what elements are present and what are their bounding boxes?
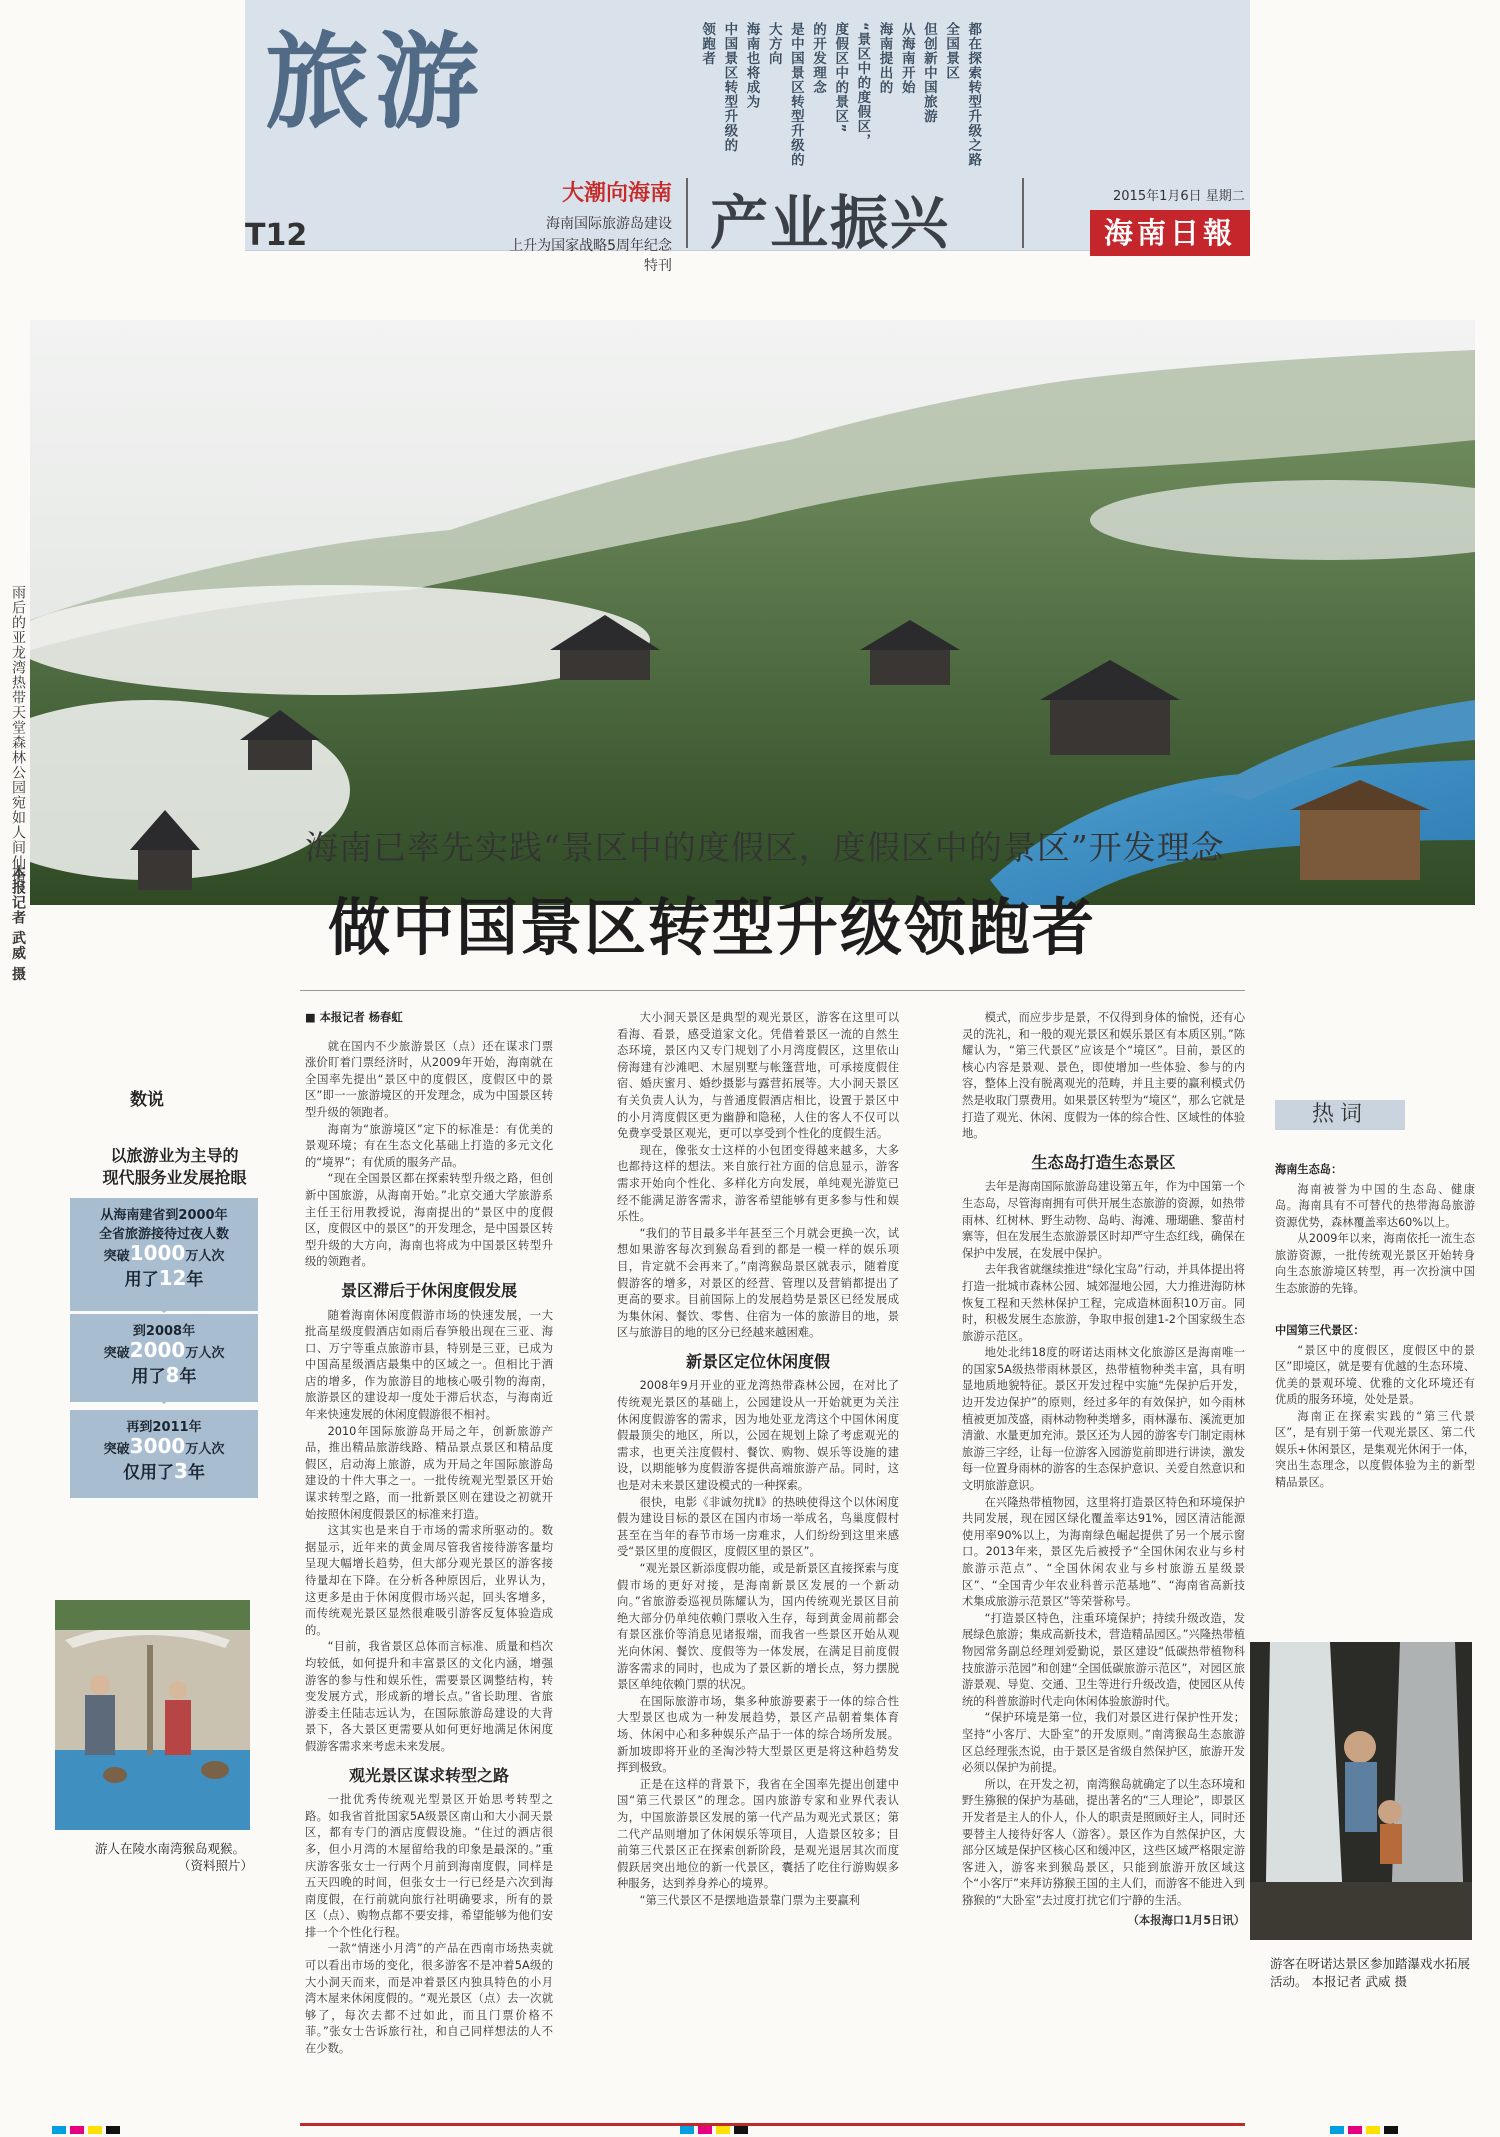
hotword-term: 中国第三代景区： — [1275, 1324, 1365, 1337]
paragraph: 随着海南休闲度假游市场的快速发展，一大批高星级度假酒店如雨后春笋般出现在三亚、海口、万宁等重点旅游市县，特别是三亚，已成为中国高星级酒店最集中的区域之一。但相比于酒店的增多，作为旅游目的地核心吸引物的海南，旅游景区的建设却一度处于滞后状态，与海南近年来快速发展的休闲度假游很不相衬。 — [305, 1308, 553, 1422]
stat-line: 从海南建省到2000年 — [100, 1208, 228, 1223]
newspaper-logo: 海南日報 — [1090, 210, 1250, 256]
stat-unit: 万人次 — [185, 1442, 225, 1457]
paragraph: 去年是海南国际旅游岛建设第五年，作为中国第一个生态岛，尽管海南拥有可供开展生态旅游的资源，如热带雨林、红树林、野生动物、岛屿、海滩、珊瑚礁、黎苗村寨等，但在发展生态旅游景区时却严守生态红线，确保在保护中发展，在发展中保护。 — [962, 1180, 1245, 1260]
print-mark — [70, 2126, 84, 2134]
intro-line: 是中国景区转型升级的 — [787, 22, 804, 167]
stat-years: 12 — [158, 1266, 187, 1290]
intro-line: 领跑者 — [699, 22, 716, 66]
paragraph: “我们的节目最多半年甚至三个月就会更换一次，试想如果游客每次到猴岛看到的都是一模一样的娱乐项目，肯定就不会再来了。”南湾猴岛景区就表示，随着度假游客的增多，对景区的经营、管理以及营销都提出了更高的要求。目前国际上的发展趋势是景区已经发展成为集休闲、餐饮、零售、住宿为一体的旅游目的地，景区与旅游目的地的区分已经越来越困难。 — [617, 1226, 899, 1340]
stat-unit: 年 — [179, 1367, 197, 1387]
stat-number: 1000 — [129, 1241, 186, 1265]
series-block — [504, 176, 672, 275]
paragraph: “打造景区特色，注重环境保护；持续升级改造，发展绿色旅游；集成高新技术，营造精品园区。”兴隆热带植物园常务副总经理刘爱勤说，景区建设“低碳热带植物科技旅游示范园”和创建“全国低碳旅游示范区”，对园区旅游景观、导览、交通、卫生等进行升级改造，使园区从传统的科普旅游时代走向休闲体验旅游时代。 — [962, 1611, 1245, 1708]
paragraph: 正是在这样的背景下，我省在全国率先提出创建中国“第三代景区”的理念。国内旅游专家和业界代表认为，中国旅游景区发展的第一代产品为观光式景区；第二代产品则增加了休闲娱乐等项目，人造景区较多；目前第三代景区正在探索创新阶段，是观光退居其次而度假跃居突出地位的新一代景区，囊括了吃住行游购娱多种服务，达到养身养心的境界。 — [617, 1777, 899, 1891]
sidebar-label-hotwords: 热词 — [1275, 1100, 1405, 1130]
photo-credit: 本报记者 武威 摄 — [10, 865, 26, 982]
paragraph: 去年我省就继续推进“绿化宝岛”行动，并具体提出将打造一批城市森林公园、城郊湿地公园，大力推进海防林恢复工程和天然林保护工程，完成造林面积10万亩。同时，积极发展生态旅游，争取申报创建1-2个国家级生态旅游示范区。 — [962, 1263, 1245, 1343]
paragraph: 2008年9月开业的亚龙湾热带森林公园，在对比了传统观光景区的基础上，公园建设从一开始就更为关注休闲度假游客的需求，因为地处亚龙湾这个中国休闲度假最顶尖的地区，所以，公园在规划上除了考虑观光的需求，也更关注度假村、餐饮、购物、娱乐等设施的建设，以期能够为度假游客提供高端旅游产品。同时，这也是对未来景区建设模式的一种探索。 — [617, 1379, 899, 1493]
stat-number: 3000 — [129, 1434, 186, 1458]
stat-label: 用了 — [131, 1367, 166, 1387]
arrow-down-icon — [152, 1303, 176, 1313]
paragraph: 模式，而应步步是景，不仅得到身体的愉悦，还有心灵的洗礼，和一般的观光景区和娱乐景区有本质区别。”陈耀认为，“第三代景区”应该是个“境区”。目前，景区的核心内容是景观、景色，即使增加一些体验、参与的内容，整体上没有脱离观光的范畴，并且主要的赢利模式仍然是收取门票费用。如果景区转型为“境区”，那么它就是打造了观光、休闲、度假为一体的综合性、区域性的体验地。 — [962, 1011, 1245, 1141]
paragraph: “保护环境是第一位，我们对景区进行保护性开发；坚持“小客厅、大卧室”的开发原则。”南湾猴岛生态旅游区总经理张杰说，由于景区是省级自然保护区，旅游开发必须以保护为前提。 — [962, 1711, 1245, 1775]
paragraph: 大小洞天景区是典型的观光景区，游客在这里可以看海、看景，感受道家文化。凭借着景区一流的自然生态环境，景区内又专门规划了小月湾度假区，这里依山傍海建有沙滩吧、木屋别墅与帐篷营地，可承接度假住宿、婚庆蜜月、婚纱摄影与露营拓展等。大小洞天景区有关负责人认为，与普通度假酒店相比，设置于景区中的小月湾度假区更为幽静和隐秘，人住的客人不仅可以免费享受景区观光，更可以享受到个性化的度假生活。 — [617, 1011, 899, 1141]
footer-rule — [300, 2123, 1245, 2126]
print-mark — [680, 2126, 694, 2134]
page-number: T12 — [245, 218, 308, 253]
dateline: （本报海口1月5日讯） — [1127, 1914, 1245, 1928]
article-column-1 — [305, 1010, 553, 2125]
stat-label: 仅用了 — [123, 1463, 175, 1483]
section-heading: 新景区定位休闲度假 — [685, 1351, 830, 1371]
paragraph: 海南为“旅游境区”定下的标准是：有优美的景观环境；有在生态文化基础上打造的多元文化的“境界”；有优质的服务产品。 — [305, 1122, 553, 1169]
intro-line: 都在探索转型升级之路 — [965, 22, 982, 167]
byline: ■ 本报记者 杨春虹 — [305, 1011, 403, 1024]
stat-unit: 年 — [187, 1463, 205, 1483]
hotword-definition: 海南正在探索实践的“第三代景区”，是有别于第一代观光景区、第二代娱乐+休闲景区，是集观光休闲于一体，突出生态理念，以度假体验为主的新型精品景区。 — [1275, 1409, 1475, 1489]
stat-unit: 万人次 — [185, 1346, 225, 1361]
photo-credit: 本报记者 武威 摄 — [1311, 1974, 1407, 1989]
hotwords-text — [1275, 1162, 1475, 1491]
paragraph: 这其实也是来自于市场的需求所驱动的。数据显示，近年来的黄金周尽管我省接待游客量均呈现大幅增长趋势，但大部分观光景区的游客接待量却在下降。在分析各种原因后，业界认为，这更多是由于休闲度假市场兴起，回头客增多，而传统观光景区显然很难吸引游客反复体验造成的。 — [305, 1524, 553, 1637]
intro-line: 度假区中的景区” — [832, 22, 849, 134]
print-mark — [1330, 2126, 1344, 2134]
series-name: 大潮向海南 — [561, 180, 672, 206]
monkey-photo-caption — [95, 1840, 265, 1874]
section-heading: 生态岛打造生态景区 — [1031, 1152, 1176, 1172]
print-mark — [52, 2126, 66, 2134]
intro-line: 海南也将成为 — [743, 22, 760, 109]
vertical-intro — [700, 22, 980, 172]
stat-unit: 年 — [186, 1270, 204, 1290]
paragraph: “观光景区新添度假功能，或是新景区直接探索与度假市场的更好对接，是海南新景区发展的一个新动向。”省旅游委巡视员陈耀认为，国内传统观光景区目前绝大部分仍单纯依赖门票收入生存，每到黄金周前都会有景区涨价等消息见诸报端，而我省一些景区开始从观光向休闲、餐饮、度假等为一体发展，在满足目前度假游客需求的同时，也成为了景区新的增长点，努力摆脱景区单纯依赖门票的状况。 — [617, 1562, 899, 1692]
hotword-term: 海南生态岛： — [1275, 1163, 1343, 1176]
header-divider — [1022, 178, 1024, 248]
arrow-down-icon — [152, 1394, 176, 1404]
hotword-definition: 从2009年以来，海南依托一流生态旅游资源，一批传统观光景区开始转身向生态旅游境区转型，再一次扮演中国生态旅游的先锋。 — [1275, 1232, 1475, 1295]
stat-box-2 — [70, 1314, 258, 1402]
print-mark — [698, 2126, 712, 2134]
intro-line: 海南提出的 — [876, 22, 893, 95]
section-heading: 观光景区谋求转型之路 — [348, 1765, 509, 1785]
intro-line: 从海南开始 — [898, 22, 915, 95]
print-mark — [1366, 2126, 1380, 2134]
series-line-2: 上升为国家战略5周年纪念特刊 — [509, 238, 672, 274]
paragraph: 很快，电影《非诚勿扰Ⅱ》的热映使得这个以休闲度假为建设目标的景区在国内市场一举成名，鸟巢度假村甚至在当年的春节市场一房难求，人们纷纷到这里来感受“景区里的度假区，度假区里的景区”。 — [617, 1495, 899, 1559]
intro-line: “景区中的度假区， — [854, 22, 871, 148]
paragraph: 2010年国际旅游岛开局之年，创新旅游产品，推出精品旅游线路、精品景点景区和精品度假区，启动海上旅游，成为开局之年国际旅游岛建设的十件大事之一。一批传统观光型景区开始谋求转型之路，而一批新景区则在建设之初就开始按照休闲度假景区的标准来打造。 — [305, 1424, 553, 1521]
stat-line: 到2008年 — [132, 1324, 196, 1339]
article-headline: 做中国景区转型升级领跑者 — [328, 891, 1097, 964]
stat-years: 8 — [165, 1363, 180, 1387]
photo-credit: （资料照片） — [177, 1858, 253, 1873]
paragraph: 地处北纬18度的呀诺达雨林文化旅游区是海南唯一的国家5A级热带雨林景区，热带植物种类丰富，具有明显地质地貌特征。景区开发过程中实施“先保护后开发，边开发边保护”的原则，经过多年的有效保护，如今雨林植被更加茂盛，雨林动物种类增多，雨林瀑布、溪流更加清澈、水量更加充沛。景区还为人园的游客专门制定雨林旅游三字经，让每一位游客入园游览前即进行讲读，激发每一位置身雨林的游客的生态保护意识、关爱自然意识和文明旅游意识。 — [962, 1346, 1245, 1493]
stat-box-3 — [70, 1410, 258, 1498]
paragraph: “第三代景区不是摆地造景靠门票为主要赢利 — [639, 1893, 861, 1907]
print-mark — [1348, 2126, 1362, 2134]
paragraph: “现在全国景区都在探索转型升级之路，但创新中国旅游，从海南开始。”北京交通大学旅游系主任王衍用教授说，海南提出的“景区中的度假区，度假区中的景区”的开发理念，是中国景区转型升级的大方向，海南也将成为中国景区转型升级的领跑者。 — [305, 1172, 553, 1269]
monkey-island-photo — [55, 1600, 250, 1830]
stat-unit: 万人次 — [185, 1249, 225, 1264]
article-column-2 — [617, 1010, 899, 2125]
intro-line: 中国景区转型升级的 — [721, 22, 738, 153]
print-mark — [88, 2126, 102, 2134]
stat-label: 用了 — [124, 1270, 159, 1290]
hotword-definition: 海南被誉为中国的生态岛、健康岛。海南具有不可替代的热带海岛旅游资源优势，森林覆盖率达60%以上。 — [1275, 1182, 1475, 1229]
sidebar-stats-title — [82, 1145, 267, 1189]
article-column-3 — [962, 1010, 1245, 2125]
print-mark — [106, 2126, 120, 2134]
paragraph: 在兴隆热带植物园，这里将打造景区特色和环境保护共同发展，现在园区绿化覆盖率达91%，园区清洁能源使用率90%以上，为海南绿色崛起提供了另一个展示窗口。2013年来，景区先后被授予“全国休闲农业与乡村旅游示范点”、“全国休闲农业与乡村旅游五星级景区”、“全国青少年农业科普示范基地”、“海南省高新技术集成旅游示范景区”等荣誉称号。 — [962, 1495, 1245, 1609]
paragraph: 现在，像张女士这样的小包团变得越来越多，大多也都持这样的想法。来自旅行社方面的信息显示，游客需求开始向个性化、多样化方向发展，单纯观光游览已经不能满足游客需求，游客希望能够有更多参与性和娱乐性。 — [617, 1143, 899, 1224]
headline-rule — [300, 990, 1245, 991]
section-heading: 景区滞后于休闲度假发展 — [340, 1280, 517, 1300]
paragraph: 所以，在开发之初，南湾猴岛就确定了以生态环境和野生猕猴的保护为基础，提出著名的“三人理论”，即景区开发者是主人的仆人，仆人的职责是照顾好主人，同时还要替主人接待好客人（游客）。景区作为自然保护区，大部分区域是保护区核心区和缓冲区，这些区域严格限定游客进入，游客来到猴岛景区，只能到旅游开放区域这个“小客厅”来拜访猕猴王国的主人们，而游客不能进入到猕猴的“大卧室”去过度打扰它们宁静的生活。 — [962, 1777, 1245, 1907]
hotword-definition: “景区中的度假区，度假区中的景区”即境区，就是要有优越的生态环境、优美的景观环境、优雅的文化环境还有优质的服务环境，处处是景。 — [1275, 1343, 1475, 1406]
series-line-1: 海南国际旅游岛建设 — [546, 216, 672, 232]
sidebar-title-line: 现代服务业发展抢眼 — [102, 1168, 247, 1187]
stat-number: 2000 — [129, 1338, 186, 1362]
stat-line: 再到2011年 — [126, 1420, 202, 1435]
photo-caption: 雨后的亚龙湾热带天堂森林公园宛如人间仙境。 — [10, 585, 26, 900]
waterfall-photo-caption — [1270, 1955, 1470, 1991]
section-title: 旅游 — [265, 20, 486, 143]
stat-years: 3 — [174, 1459, 188, 1483]
print-mark — [716, 2126, 730, 2134]
paragraph: 一款“情迷小月湾”的产品在西南市场热卖就可以看出市场的变化，很多游客不是冲着5A级的大小洞天而来，而是冲着景区内独具特色的小月湾木屋来休闲度假的。“观光景区（点）去一次就够了，每次去都不过如此，而且门票价格不菲。”张女士告诉旅行社，和自己同样想法的人不在少数。 — [305, 1942, 553, 2056]
sidebar-title-line: 以旅游业为主导的 — [110, 1146, 239, 1165]
photo-caption: 游客在呀诺达景区参加踏瀑戏水拓展活动。 — [1270, 1956, 1471, 1989]
intro-line: 全国景区 — [943, 22, 960, 80]
article-subhead: 海南已率先实践“景区中的度假区，度假区中的景区”开发理念 — [305, 828, 1225, 867]
main-photo-resort — [30, 320, 1475, 905]
print-mark — [1384, 2126, 1398, 2134]
stat-box-1 — [70, 1198, 258, 1311]
intro-line: 大方向 — [765, 22, 782, 66]
print-mark — [734, 2126, 748, 2134]
waterfall-photo — [1250, 1642, 1472, 1940]
issue-date: 2015年1月6日 星期二 — [1113, 189, 1245, 204]
intro-line: 但创新中国旅游 — [920, 22, 937, 124]
intro-line: 的开发理念 — [810, 22, 827, 95]
stat-line: 全省旅游接待过夜人数 — [98, 1227, 229, 1242]
paragraph: 在国际旅游市场，集多种旅游要素于一体的综合性大型景区也成为一种发展趋势，景区产品朝着集体育场、休闲中心和多种娱乐产品于一体的综合场所发展。新加坡即将开业的圣淘沙特大型景区更是将这种趋势发挥到极致。 — [617, 1694, 899, 1775]
stat-label: 突破 — [103, 1442, 130, 1457]
stat-label: 突破 — [103, 1249, 130, 1264]
photo-caption: 游人在陵水南湾猴岛观猴。 — [95, 1841, 246, 1856]
paragraph: “目前，我省景区总体而言标准、质量和档次均较低，如何提升和丰富景区的文化内涵，增强游客的参与性和娱乐性，需要景区调整结构，转变发展方式，形成新的增长点。”省长助理、省旅游委主任陆志远认为，在国际旅游岛建设的大背景下，各大景区更需要从如何更好地满足休闲度假游客需求来考虑未来发展。 — [305, 1640, 553, 1753]
sidebar-label-stats: 数说 — [130, 1090, 164, 1110]
paragraph: 就在国内不少旅游景区（点）还在谋求门票涨价盯着门票经济时，从2009年开始，海南就在全国率先提出“景区中的度假区，度假区中的景区”即一一旅游境区的开发理念，成为中国景区转型升级的领跑者。 — [305, 1039, 553, 1119]
theme-title: 产业振兴 — [710, 189, 951, 257]
header-divider — [686, 178, 688, 248]
stat-label: 突破 — [103, 1346, 130, 1361]
paragraph: 一批优秀传统观光型景区开始思考转型之路。如我省首批国家5A级景区南山和大小洞天景区，都有专门的酒店度假设施。“住过的酒店很多，但小月湾的木屋留给我的印象是最深的。”重庆游客张女士一行两个月前到海南度假，同样是五天四晚的时间，但张女士一行已经是六次到海南度假，在行前就向旅行社明确要求，所有的景区（点）、购物点都不要安排，希望能够为他们安排一个个性化行程。 — [305, 1793, 553, 1939]
